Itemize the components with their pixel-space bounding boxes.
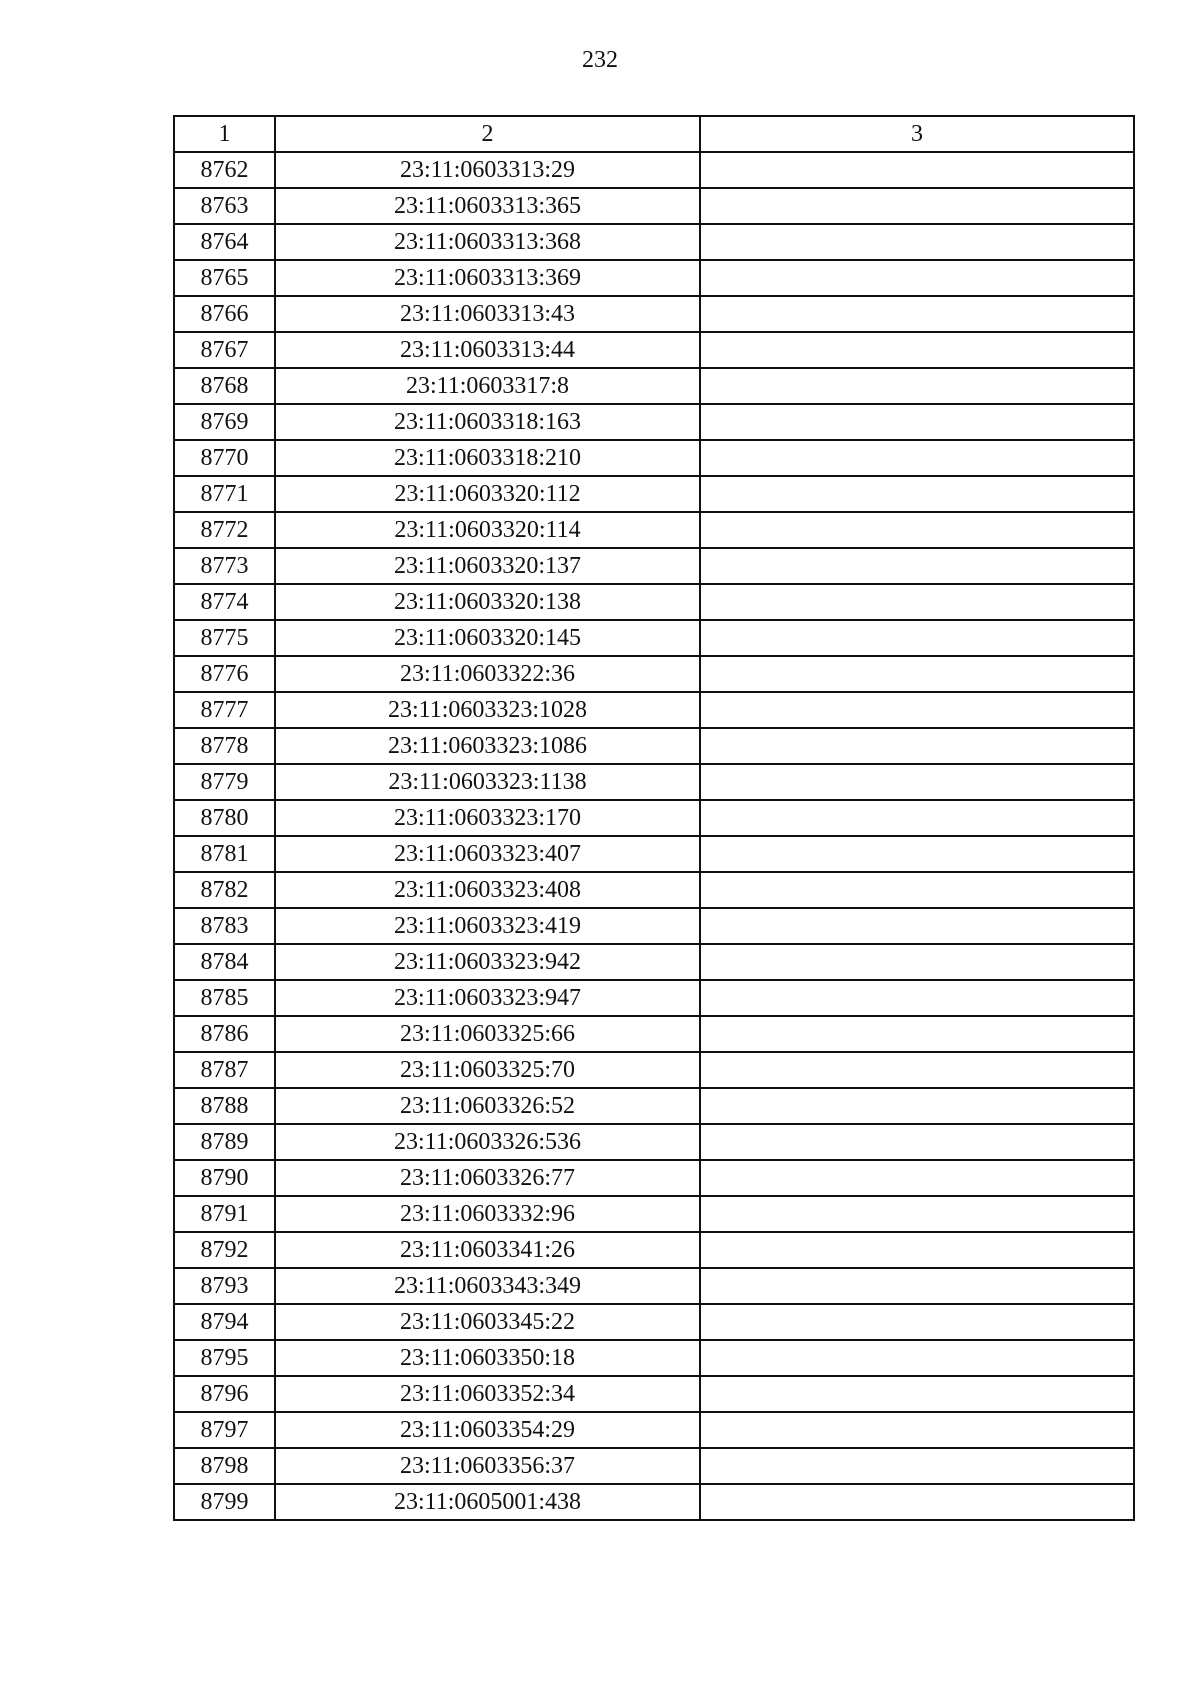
- row-number-cell: 8780: [174, 800, 275, 836]
- row-number-cell: 8762: [174, 152, 275, 188]
- row-number-cell: 8792: [174, 1232, 275, 1268]
- cadastral-number-cell: 23:11:0603313:368: [275, 224, 700, 260]
- cadastral-number-cell: 23:11:0603323:170: [275, 800, 700, 836]
- cadastral-number-cell: 23:11:0603350:18: [275, 1340, 700, 1376]
- row-number-cell: 8768: [174, 368, 275, 404]
- row-number-cell: 8796: [174, 1376, 275, 1412]
- row-number-cell: 8786: [174, 1016, 275, 1052]
- table-row: [174, 1016, 1134, 1052]
- row-number-cell: 8790: [174, 1160, 275, 1196]
- table-row: [174, 1196, 1134, 1232]
- table-row: [174, 1052, 1134, 1088]
- table-row: [174, 332, 1134, 368]
- table-row: [174, 296, 1134, 332]
- header-col-2: 2: [275, 116, 700, 152]
- table-body: [174, 152, 1134, 1520]
- table-row: [174, 1376, 1134, 1412]
- table-row: [174, 1268, 1134, 1304]
- cadastral-number-cell: 23:11:0603345:22: [275, 1304, 700, 1340]
- cadastral-number-cell: 23:11:0603356:37: [275, 1448, 700, 1484]
- note-cell: [700, 1124, 1134, 1160]
- note-cell: [700, 944, 1134, 980]
- cadastral-number-cell: 23:11:0603313:365: [275, 188, 700, 224]
- table-row: [174, 1484, 1134, 1520]
- table-row: [174, 584, 1134, 620]
- cadastral-number-cell: 23:11:0603318:163: [275, 404, 700, 440]
- table-row: [174, 728, 1134, 764]
- row-number-cell: 8775: [174, 620, 275, 656]
- cadastral-number-cell: 23:11:0603317:8: [275, 368, 700, 404]
- row-number-cell: 8795: [174, 1340, 275, 1376]
- cadastral-number-cell: 23:11:0603326:52: [275, 1088, 700, 1124]
- row-number-cell: 8771: [174, 476, 275, 512]
- table-row: [174, 1088, 1134, 1124]
- header-col-3: 3: [700, 116, 1134, 152]
- note-cell: [700, 1412, 1134, 1448]
- cadastral-number-cell: 23:11:0603323:942: [275, 944, 700, 980]
- cadastral-number-cell: 23:11:0603313:29: [275, 152, 700, 188]
- note-cell: [700, 872, 1134, 908]
- note-cell: [700, 800, 1134, 836]
- cadastral-number-cell: 23:11:0603322:36: [275, 656, 700, 692]
- table-row: [174, 1412, 1134, 1448]
- row-number-cell: 8778: [174, 728, 275, 764]
- note-cell: [700, 1052, 1134, 1088]
- table-row: [174, 440, 1134, 476]
- note-cell: [700, 584, 1134, 620]
- table-row: [174, 620, 1134, 656]
- cadastral-number-cell: 23:11:0603320:138: [275, 584, 700, 620]
- cadastral-number-cell: 23:11:0603323:1086: [275, 728, 700, 764]
- row-number-cell: 8787: [174, 1052, 275, 1088]
- row-number-cell: 8789: [174, 1124, 275, 1160]
- table-row: [174, 1448, 1134, 1484]
- cadastral-number-cell: 23:11:0603323:947: [275, 980, 700, 1016]
- cadastral-number-cell: 23:11:0603313:369: [275, 260, 700, 296]
- table-row: [174, 188, 1134, 224]
- cadastral-number-cell: 23:11:0603320:145: [275, 620, 700, 656]
- row-number-cell: 8770: [174, 440, 275, 476]
- table-row: [174, 656, 1134, 692]
- note-cell: [700, 152, 1134, 188]
- row-number-cell: 8766: [174, 296, 275, 332]
- row-number-cell: 8784: [174, 944, 275, 980]
- note-cell: [700, 1232, 1134, 1268]
- cadastral-number-cell: 23:11:0603320:137: [275, 548, 700, 584]
- table-row: [174, 476, 1134, 512]
- note-cell: [700, 404, 1134, 440]
- note-cell: [700, 980, 1134, 1016]
- note-cell: [700, 440, 1134, 476]
- row-number-cell: 8763: [174, 188, 275, 224]
- note-cell: [700, 296, 1134, 332]
- cadastral-number-cell: 23:11:0603313:44: [275, 332, 700, 368]
- note-cell: [700, 764, 1134, 800]
- note-cell: [700, 728, 1134, 764]
- row-number-cell: 8779: [174, 764, 275, 800]
- table-row: [174, 1304, 1134, 1340]
- cadastral-number-cell: 23:11:0603341:26: [275, 1232, 700, 1268]
- cadastral-number-cell: 23:11:0603352:34: [275, 1376, 700, 1412]
- note-cell: [700, 620, 1134, 656]
- table-row: [174, 944, 1134, 980]
- header-col-1: 1: [174, 116, 275, 152]
- note-cell: [700, 332, 1134, 368]
- note-cell: [700, 548, 1134, 584]
- row-number-cell: 8799: [174, 1484, 275, 1520]
- row-number-cell: 8773: [174, 548, 275, 584]
- table-row: [174, 512, 1134, 548]
- table-row: [174, 1232, 1134, 1268]
- note-cell: [700, 692, 1134, 728]
- table-header: [174, 116, 1134, 152]
- cadastral-number-cell: 23:11:0603323:1138: [275, 764, 700, 800]
- cadastral-number-cell: 23:11:0603313:43: [275, 296, 700, 332]
- table-row: [174, 224, 1134, 260]
- note-cell: [700, 188, 1134, 224]
- header-row: [174, 116, 1134, 152]
- note-cell: [700, 1484, 1134, 1520]
- table-row: [174, 980, 1134, 1016]
- cadastral-number-cell: 23:11:0603323:408: [275, 872, 700, 908]
- table-row: [174, 836, 1134, 872]
- note-cell: [700, 1340, 1134, 1376]
- note-cell: [700, 1268, 1134, 1304]
- row-number-cell: 8776: [174, 656, 275, 692]
- table-row: [174, 152, 1134, 188]
- table-row: [174, 908, 1134, 944]
- cadastral-number-cell: 23:11:0603320:114: [275, 512, 700, 548]
- table-row: [174, 1160, 1134, 1196]
- cadastral-number-cell: 23:11:0603325:70: [275, 1052, 700, 1088]
- note-cell: [700, 1376, 1134, 1412]
- cadastral-number-cell: 23:11:0603325:66: [275, 1016, 700, 1052]
- row-number-cell: 8765: [174, 260, 275, 296]
- row-number-cell: 8788: [174, 1088, 275, 1124]
- table-row: [174, 1340, 1134, 1376]
- table-row: [174, 1124, 1134, 1160]
- note-cell: [700, 476, 1134, 512]
- table-row: [174, 404, 1134, 440]
- note-cell: [700, 656, 1134, 692]
- note-cell: [700, 224, 1134, 260]
- row-number-cell: 8767: [174, 332, 275, 368]
- note-cell: [700, 908, 1134, 944]
- cadastral-number-cell: 23:11:0603332:96: [275, 1196, 700, 1232]
- page-number: 232: [582, 47, 618, 73]
- row-number-cell: 8794: [174, 1304, 275, 1340]
- row-number-cell: 8769: [174, 404, 275, 440]
- note-cell: [700, 368, 1134, 404]
- table-row: [174, 800, 1134, 836]
- row-number-cell: 8791: [174, 1196, 275, 1232]
- row-number-cell: 8772: [174, 512, 275, 548]
- note-cell: [700, 1448, 1134, 1484]
- cadastral-number-cell: 23:11:0603326:536: [275, 1124, 700, 1160]
- table-row: [174, 872, 1134, 908]
- cadastral-number-cell: 23:11:0603326:77: [275, 1160, 700, 1196]
- table-row: [174, 368, 1134, 404]
- row-number-cell: 8777: [174, 692, 275, 728]
- note-cell: [700, 1016, 1134, 1052]
- row-number-cell: 8797: [174, 1412, 275, 1448]
- row-number-cell: 8798: [174, 1448, 275, 1484]
- row-number-cell: 8793: [174, 1268, 275, 1304]
- note-cell: [700, 1160, 1134, 1196]
- registry-table: [173, 115, 1135, 1521]
- cadastral-number-cell: 23:11:0603343:349: [275, 1268, 700, 1304]
- table-row: [174, 548, 1134, 584]
- row-number-cell: 8774: [174, 584, 275, 620]
- cadastral-number-cell: 23:11:0603320:112: [275, 476, 700, 512]
- table-row: [174, 260, 1134, 296]
- cadastral-number-cell: 23:11:0603354:29: [275, 1412, 700, 1448]
- cadastral-number-cell: 23:11:0603318:210: [275, 440, 700, 476]
- note-cell: [700, 260, 1134, 296]
- note-cell: [700, 836, 1134, 872]
- row-number-cell: 8783: [174, 908, 275, 944]
- note-cell: [700, 1196, 1134, 1232]
- cadastral-number-cell: 23:11:0603323:1028: [275, 692, 700, 728]
- table-row: [174, 764, 1134, 800]
- note-cell: [700, 512, 1134, 548]
- row-number-cell: 8785: [174, 980, 275, 1016]
- row-number-cell: 8781: [174, 836, 275, 872]
- table-row: [174, 692, 1134, 728]
- row-number-cell: 8782: [174, 872, 275, 908]
- cadastral-number-cell: 23:11:0605001:438: [275, 1484, 700, 1520]
- note-cell: [700, 1304, 1134, 1340]
- row-number-cell: 8764: [174, 224, 275, 260]
- note-cell: [700, 1088, 1134, 1124]
- cadastral-number-cell: 23:11:0603323:419: [275, 908, 700, 944]
- cadastral-number-cell: 23:11:0603323:407: [275, 836, 700, 872]
